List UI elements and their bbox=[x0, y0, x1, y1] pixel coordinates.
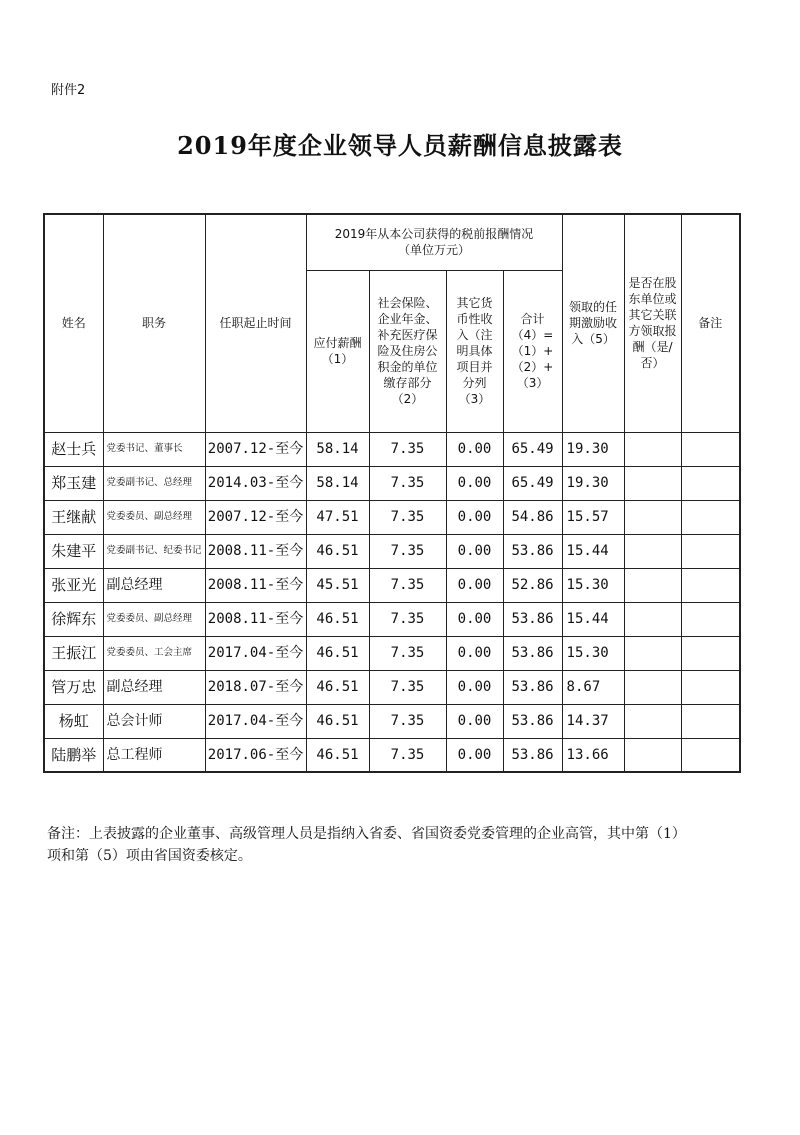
cell-position: 副总经理 bbox=[103, 670, 205, 704]
header-salary-text: 应付薪酬 （1） bbox=[313, 336, 362, 366]
cell-insurance: 7.35 bbox=[369, 670, 446, 704]
cell-name: 郑玉建 bbox=[44, 466, 103, 500]
cell-position: 总工程师 bbox=[103, 738, 205, 772]
header-other-text: 其它货 币性收 入（注 明具体 项目并 分列 （3） bbox=[456, 296, 493, 406]
header-name-text: 姓名 bbox=[61, 316, 86, 331]
header-incentive-text: 领取的任 期激励收 入（5） bbox=[569, 300, 618, 347]
cell-incentive: 15.30 bbox=[562, 636, 624, 670]
cell-name: 陆鹏举 bbox=[44, 738, 103, 772]
cell-related-party bbox=[624, 500, 681, 534]
table-row bbox=[44, 670, 740, 704]
cell-total: 65.49 bbox=[503, 432, 562, 466]
cell-related-party bbox=[624, 636, 681, 670]
cell-salary: 46.51 bbox=[306, 738, 369, 772]
cell-remark bbox=[681, 636, 740, 670]
cell-remark bbox=[681, 738, 740, 772]
cell-total: 53.86 bbox=[503, 636, 562, 670]
header-related-party bbox=[624, 214, 681, 432]
cell-salary: 46.51 bbox=[306, 636, 369, 670]
table-row bbox=[44, 738, 740, 772]
cell-incentive: 15.44 bbox=[562, 534, 624, 568]
header-position bbox=[103, 214, 205, 432]
cell-name: 赵士兵 bbox=[44, 432, 103, 466]
cell-remark bbox=[681, 568, 740, 602]
cell-position: 党委委员、副总经理 bbox=[103, 602, 205, 636]
cell-related-party bbox=[624, 432, 681, 466]
cell-term: 2017.04-至今 bbox=[205, 704, 306, 738]
cell-total: 53.86 bbox=[503, 738, 562, 772]
table-row bbox=[44, 534, 740, 568]
header-insurance bbox=[369, 270, 446, 432]
header-incentive bbox=[562, 214, 624, 432]
cell-salary: 58.14 bbox=[306, 432, 369, 466]
cell-total: 52.86 bbox=[503, 568, 562, 602]
header-position-text: 职务 bbox=[141, 316, 166, 331]
table-row bbox=[44, 432, 740, 466]
cell-other-income: 0.00 bbox=[446, 568, 503, 602]
cell-incentive: 8.67 bbox=[562, 670, 624, 704]
attachment-label: 附件2 bbox=[51, 83, 86, 98]
cell-salary: 46.51 bbox=[306, 670, 369, 704]
cell-related-party bbox=[624, 670, 681, 704]
cell-salary: 46.51 bbox=[306, 704, 369, 738]
table-row bbox=[44, 500, 740, 534]
cell-insurance: 7.35 bbox=[369, 534, 446, 568]
cell-name: 徐辉东 bbox=[44, 602, 103, 636]
cell-total: 65.49 bbox=[503, 466, 562, 500]
cell-incentive: 15.57 bbox=[562, 500, 624, 534]
table-row bbox=[44, 466, 740, 500]
cell-term: 2007.12-至今 bbox=[205, 500, 306, 534]
cell-position: 党委委员、工会主席 bbox=[103, 636, 205, 670]
cell-position: 党委委员、副总经理 bbox=[103, 500, 205, 534]
cell-other-income: 0.00 bbox=[446, 500, 503, 534]
cell-total: 54.86 bbox=[503, 500, 562, 534]
cell-remark bbox=[681, 670, 740, 704]
header-compensation-group bbox=[306, 214, 562, 270]
cell-other-income: 0.00 bbox=[446, 636, 503, 670]
cell-insurance: 7.35 bbox=[369, 602, 446, 636]
header-insurance-text: 社会保险、 企业年金、 补充医疗保 险及住房公 积金的单位 缴存部分 （2） bbox=[377, 296, 438, 406]
cell-insurance: 7.35 bbox=[369, 466, 446, 500]
cell-insurance: 7.35 bbox=[369, 432, 446, 466]
cell-remark bbox=[681, 500, 740, 534]
cell-related-party bbox=[624, 466, 681, 500]
cell-position: 党委副书记、总经理 bbox=[103, 466, 205, 500]
header-name bbox=[44, 214, 103, 432]
cell-insurance: 7.35 bbox=[369, 500, 446, 534]
cell-insurance: 7.35 bbox=[369, 738, 446, 772]
cell-remark bbox=[681, 534, 740, 568]
cell-insurance: 7.35 bbox=[369, 568, 446, 602]
table-body bbox=[44, 432, 740, 772]
header-group-text: 2019年从本公司获得的税前报酬情况 （单位万元） bbox=[334, 227, 534, 258]
cell-term: 2017.04-至今 bbox=[205, 636, 306, 670]
table-row bbox=[44, 704, 740, 738]
table-row bbox=[44, 602, 740, 636]
cell-other-income: 0.00 bbox=[446, 670, 503, 704]
cell-insurance: 7.35 bbox=[369, 704, 446, 738]
cell-position: 党委副书记、纪委书记 bbox=[103, 534, 205, 568]
cell-related-party bbox=[624, 704, 681, 738]
cell-position: 党委书记、董事长 bbox=[103, 432, 205, 466]
cell-term: 2008.11-至今 bbox=[205, 534, 306, 568]
cell-remark bbox=[681, 704, 740, 738]
page-title: 2019年度企业领导人员薪酬信息披露表 bbox=[177, 131, 623, 160]
table-row bbox=[44, 636, 740, 670]
footnote: 备注：上表披露的企业董事、高级管理人员是指纳入省委、省国资委党委管理的企业高管，其中第（1）项和第（5）项由省国资委核定。 bbox=[47, 826, 686, 864]
cell-term: 2008.11-至今 bbox=[205, 568, 306, 602]
cell-position: 总会计师 bbox=[103, 704, 205, 738]
cell-incentive: 13.66 bbox=[562, 738, 624, 772]
cell-incentive: 14.37 bbox=[562, 704, 624, 738]
cell-salary: 46.51 bbox=[306, 602, 369, 636]
cell-incentive: 15.30 bbox=[562, 568, 624, 602]
cell-name: 王继献 bbox=[44, 500, 103, 534]
cell-other-income: 0.00 bbox=[446, 534, 503, 568]
cell-insurance: 7.35 bbox=[369, 636, 446, 670]
cell-other-income: 0.00 bbox=[446, 738, 503, 772]
cell-salary: 46.51 bbox=[306, 534, 369, 568]
cell-other-income: 0.00 bbox=[446, 602, 503, 636]
header-remark bbox=[681, 214, 740, 432]
cell-name: 杨虹 bbox=[44, 704, 103, 738]
cell-total: 53.86 bbox=[503, 670, 562, 704]
header-related-text: 是否在股 东单位或 其它关联 方领取报 酬（是/ 否） bbox=[628, 276, 677, 371]
cell-salary: 58.14 bbox=[306, 466, 369, 500]
cell-term: 2014.03-至今 bbox=[205, 466, 306, 500]
header-remark-text: 备注 bbox=[698, 316, 723, 331]
cell-name: 朱建平 bbox=[44, 534, 103, 568]
cell-incentive: 15.44 bbox=[562, 602, 624, 636]
cell-term: 2007.12-至今 bbox=[205, 432, 306, 466]
table-row bbox=[44, 568, 740, 602]
cell-other-income: 0.00 bbox=[446, 432, 503, 466]
cell-total: 53.86 bbox=[503, 534, 562, 568]
cell-other-income: 0.00 bbox=[446, 704, 503, 738]
cell-position: 副总经理 bbox=[103, 568, 205, 602]
cell-incentive: 19.30 bbox=[562, 466, 624, 500]
cell-incentive: 19.30 bbox=[562, 432, 624, 466]
header-total bbox=[503, 270, 562, 432]
cell-term: 2018.07-至今 bbox=[205, 670, 306, 704]
header-salary bbox=[306, 270, 369, 432]
cell-remark bbox=[681, 432, 740, 466]
cell-remark bbox=[681, 602, 740, 636]
cell-term: 2008.11-至今 bbox=[205, 602, 306, 636]
cell-name: 张亚光 bbox=[44, 568, 103, 602]
cell-remark bbox=[681, 466, 740, 500]
cell-related-party bbox=[624, 602, 681, 636]
cell-total: 53.86 bbox=[503, 602, 562, 636]
header-term-text: 任职起止时间 bbox=[219, 316, 292, 331]
cell-total: 53.86 bbox=[503, 704, 562, 738]
cell-related-party bbox=[624, 738, 681, 772]
cell-related-party bbox=[624, 534, 681, 568]
header-other-income bbox=[446, 270, 503, 432]
cell-term: 2017.06-至今 bbox=[205, 738, 306, 772]
cell-salary: 45.51 bbox=[306, 568, 369, 602]
cell-other-income: 0.00 bbox=[446, 466, 503, 500]
cell-name: 管万忠 bbox=[44, 670, 103, 704]
header-total-text: 合计 （4）= （1）+ （2）+ （3） bbox=[511, 312, 554, 390]
cell-salary: 47.51 bbox=[306, 500, 369, 534]
cell-related-party bbox=[624, 568, 681, 602]
header-term bbox=[205, 214, 306, 432]
cell-name: 王振江 bbox=[44, 636, 103, 670]
compensation-table bbox=[43, 213, 741, 773]
